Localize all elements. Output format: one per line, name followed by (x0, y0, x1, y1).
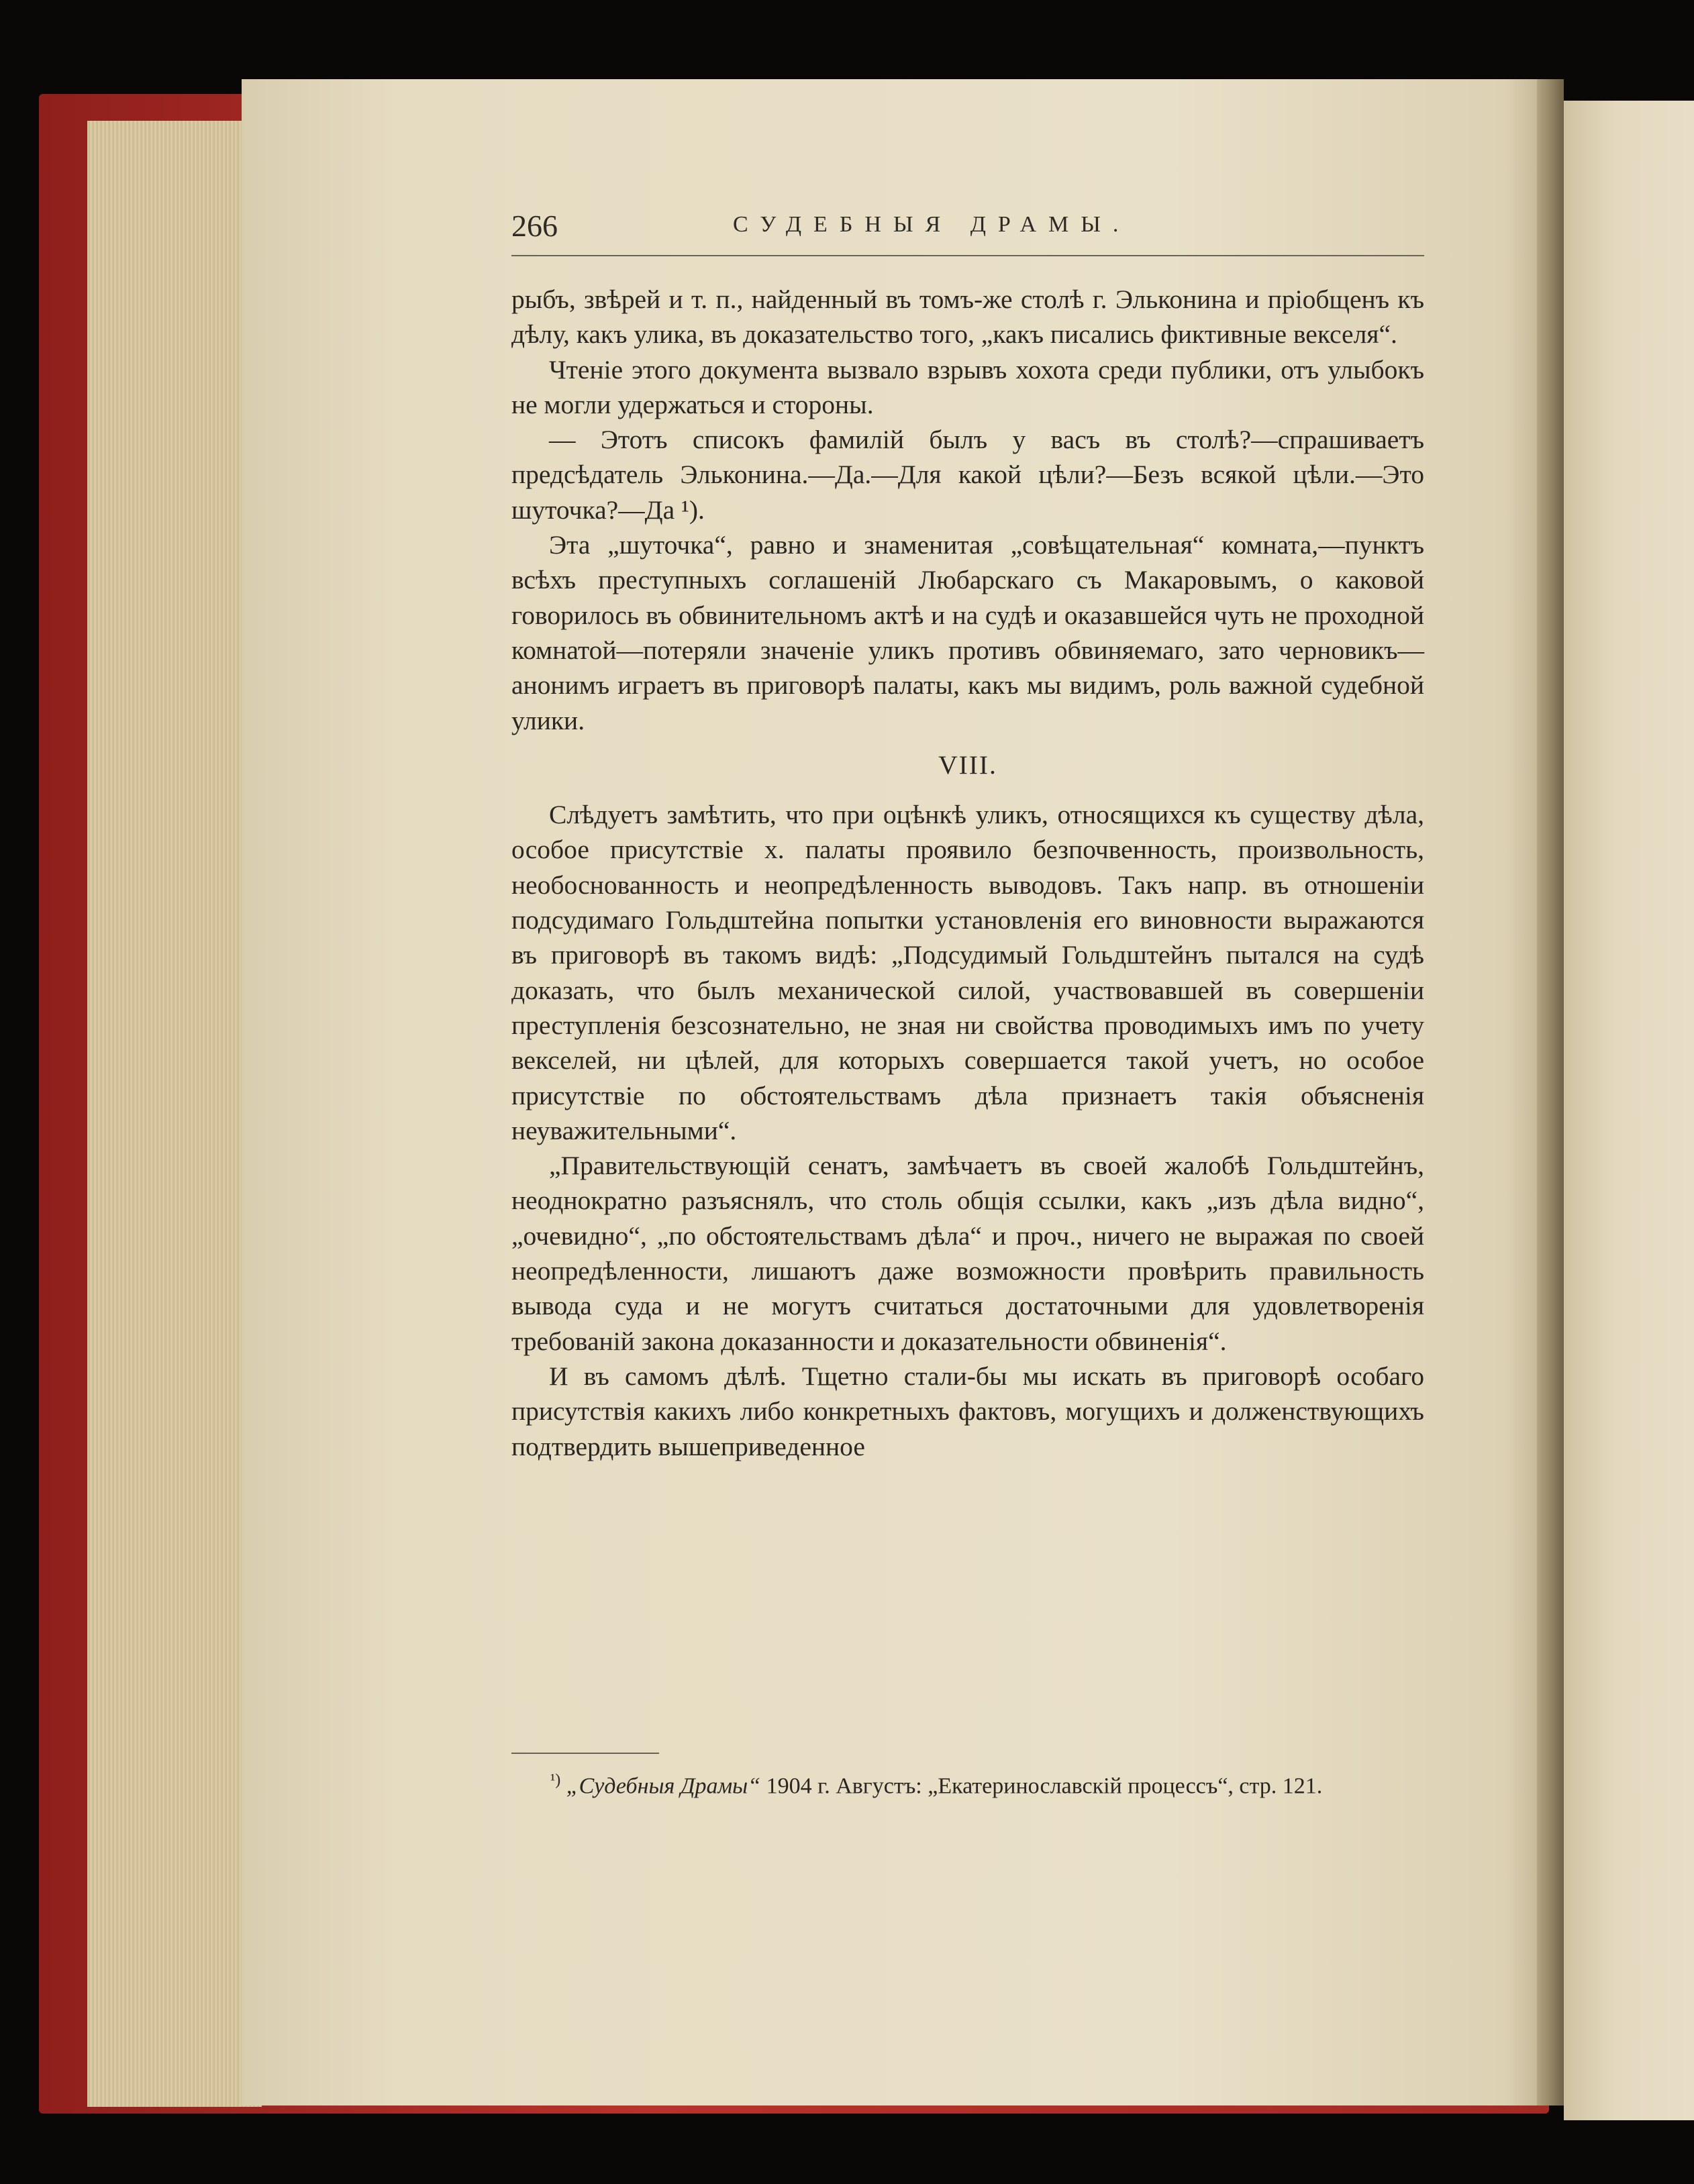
book-gutter (1537, 79, 1564, 2105)
paragraph: Чтеніе этого документа вызвало взрывъ хохота среди публики, отъ улыбокъ не могли удержаться и стороны. (511, 354, 1424, 419)
footnote-marker: ¹) (550, 1771, 561, 1789)
body-text (511, 282, 1424, 1464)
header-rule (511, 255, 1424, 256)
page-number: 266 (511, 209, 558, 243)
footnote-rule (511, 1753, 659, 1754)
right-page-edge (1564, 101, 1694, 2120)
footnote-title: „Судебныя Драмы“ (566, 1773, 761, 1799)
paragraph: И въ самомъ дѣлѣ. Тщетно стали-бы мы искать въ приговорѣ особаго присутствія какихъ либо конкретныхъ фактовъ, могущихъ и долженствующихъ подтвердить вышеприведенное (511, 1361, 1424, 1461)
footnote-text: 1904 г. Августъ: „Екатеринославскій процессъ“, стр. 121. (760, 1773, 1323, 1799)
running-head: СУДЕБНЫЯ ДРАМЫ. (733, 212, 1131, 237)
paragraph: „Правительствующій сенатъ, замѣчаетъ въ своей жалобѣ Гольдштейнъ, неоднократно разъяснялъ, что столь общія ссылки, какъ „изъ дѣла видно“, „очевидно“, „по обстоятельствамъ дѣла“ и проч., ничего не выражая по своей неопредѣленности, лишаютъ даже возможности провѣрить правильность вывода суда и не могутъ считаться достаточными для удовлетворенія требованій закона доказанности и доказательности обвиненія“. (511, 1151, 1424, 1356)
paragraph: рыбъ, звѣрей и т. п., найденный въ томъ-же столѣ г. Эльконина и пріобщенъ къ дѣлу, какъ улика, въ доказательство того, „какъ писались фиктивные векселя“. (511, 284, 1424, 350)
paragraph: Слѣдуетъ замѣтить, что при оцѣнкѣ уликъ, относящихся къ существу дѣла, особое присутствіе х. палаты проявило безпочвенность, произвольность, необоснованность и неопредѣленность выводовъ. Такъ напр. въ отношеніи подсудимаго Гольдштейна попытки установленія его виновности выражаются въ приговорѣ въ такомъ видѣ: „Подсудимый Гольдштейнъ пытался на судѣ доказать, что былъ механической силой, участвовавшей въ совершеніи преступленія безсознательно, не зная ни свойства проводимыхъ имъ по учету векселей, ни цѣлей, для которыхъ совершается такой учетъ, но особое присутствіе по обстоятельствамъ дѣла признаетъ такія объясненія неуважительными“. (511, 800, 1424, 1145)
page-edges (87, 121, 262, 2107)
section-number: VIII. (938, 749, 997, 780)
paragraph: Эта „шуточка“, равно и знаменитая „совѣщательная“ комната,—пунктъ всѣхъ преступныхъ соглашеній Любарскаго съ Макаровымъ, о каковой говорилось въ обвинительномъ актѣ и на судѣ и оказавшейся чуть не проходной комнатой—потеряли значеніе уликъ противъ обвиняемаго, зато черновикъ—анонимъ играетъ въ приговорѣ палаты, какъ мы видимъ, роль важной судебной улики. (511, 530, 1424, 735)
page-header (511, 208, 1424, 255)
paragraph: — Этотъ списокъ фамилій былъ у васъ въ столѣ?—спрашиваетъ предсѣдатель Эльконина.—Да.—Для какой цѣли?—Безъ всякой цѣли.—Это шуточка?—Да ¹). (511, 425, 1424, 525)
footnote (511, 1765, 1424, 1802)
